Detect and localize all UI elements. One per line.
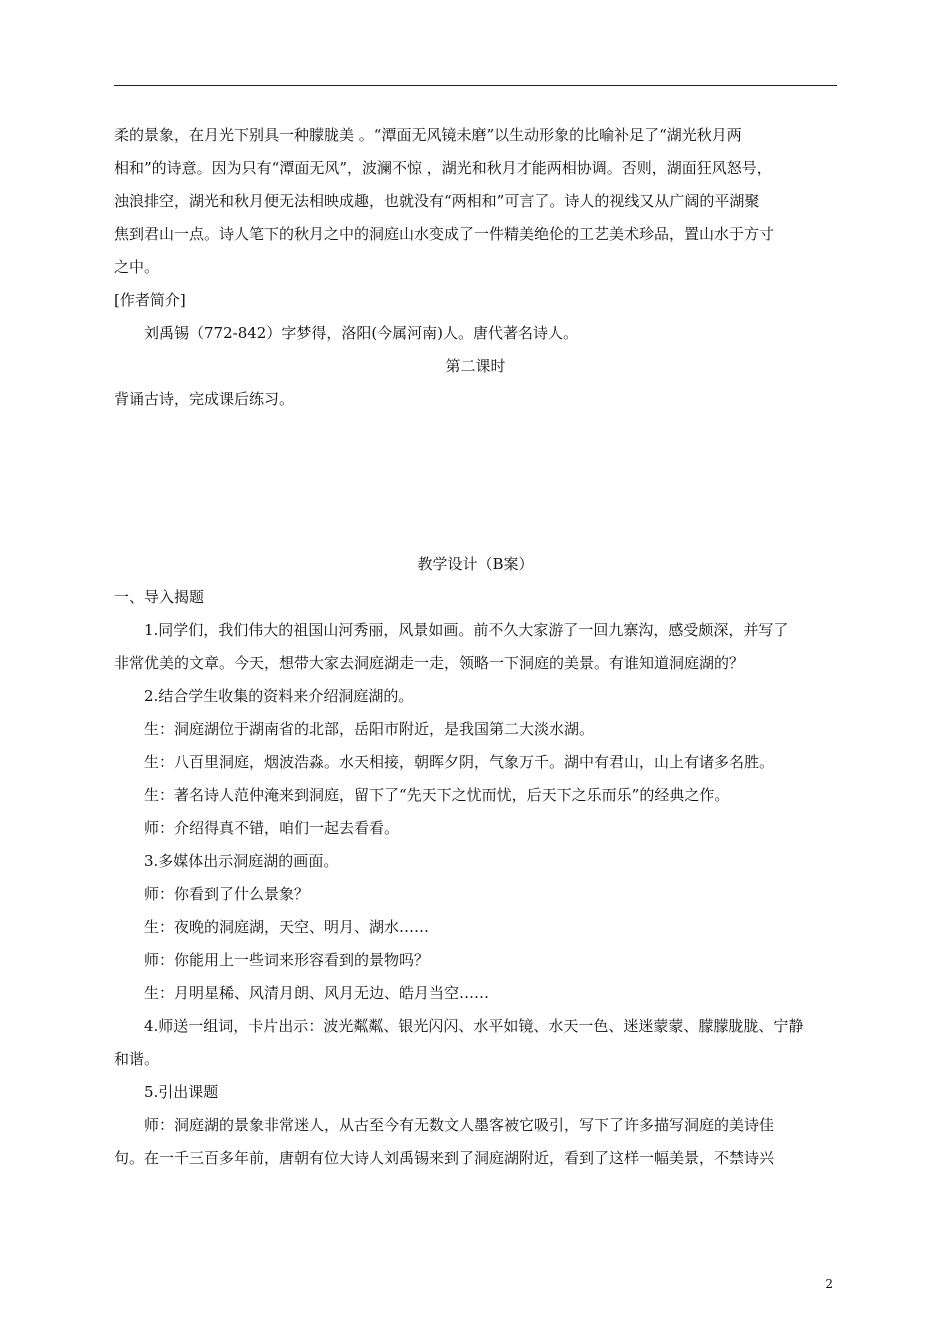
item-5: 5.引出课题 bbox=[144, 1083, 219, 1101]
dialogue-line: 生：月明星稀、风清月朗、风月无边、皓月当空…… bbox=[144, 984, 490, 1002]
paragraph-line: 柔的景象，在月光下别具一种朦胧美 。“潭面无风镜未磨”以生动形象的比喻补足了“湖光秋月两 bbox=[114, 126, 742, 144]
paragraph-line: 焦到君山一点。诗人笔下的秋月之中的洞庭山水变成了一件精美绝伦的工艺美术珍品，置山水于方寸 bbox=[114, 225, 775, 243]
item-5-text-line: 句。在一千三百多年前，唐朝有位大诗人刘禹锡来到了洞庭湖附近，看到了这样一幅美景，不禁诗兴 bbox=[114, 1149, 775, 1167]
dialogue-line: 师：你能用上一些词来形容看到的景物吗？ bbox=[144, 951, 430, 969]
lesson-title: 第二课时 bbox=[445, 357, 506, 375]
dialogue-line: 师：介绍得真不错，咱们一起去看看。 bbox=[144, 819, 400, 837]
plan-b-title: 教学设计（B案） bbox=[417, 555, 534, 573]
dialogue-line: 生：著名诗人范仲淹来到洞庭，留下了“先天下之忧而忧，后天下之乐而乐”的经典之作。 bbox=[144, 786, 730, 804]
item-3: 3.多媒体出示洞庭湖的画面。 bbox=[144, 852, 339, 870]
author-heading: [作者简介] bbox=[114, 291, 186, 309]
dialogue-line: 生：八百里洞庭，烟波浩淼。水天相接，朝晖夕阴，气象万千。湖中有君山，山上有诸多名胜。 bbox=[144, 753, 775, 771]
paragraph-line: 之中。 bbox=[114, 258, 160, 276]
item-2: 2.结合学生收集的资料来介绍洞庭湖的。 bbox=[144, 687, 414, 705]
item-1-line: 非常优美的文章。今天，想带大家去洞庭湖走一走，领略一下洞庭的美景。有谁知道洞庭湖的？ bbox=[114, 654, 745, 672]
item-4-line: 4.师送一组词，卡片出示：波光粼粼、银光闪闪、水平如镜、水天一色、迷迷蒙蒙、朦朦胧胧、宁静 bbox=[144, 1017, 804, 1035]
item-1-line: 1.同学们，我们伟大的祖国山河秀丽，风景如画。前不久大家游了一回九寨沟，感受颇深，并写了 bbox=[144, 621, 789, 639]
paragraph-line: 相和”的诗意。因为只有“潭面无风”，波澜不惊 ，湖光和秋月才能两相协调。否则，湖面狂风怒号， bbox=[114, 159, 772, 177]
page-number: 2 bbox=[825, 1277, 833, 1291]
dialogue-line: 生：洞庭湖位于湖南省的北部，岳阳市附近，是我国第二大淡水湖。 bbox=[144, 720, 595, 738]
lesson-text: 背诵古诗，完成课后练习。 bbox=[114, 390, 295, 408]
item-5-text-line: 师：洞庭湖的景象非常迷人，从古至今有无数文人墨客被它吸引，写下了许多描写洞庭的美诗佳 bbox=[144, 1116, 775, 1134]
dialogue-line: 师：你看到了什么景象？ bbox=[144, 885, 310, 903]
author-text: 刘禹锡（772-842）字梦得，洛阳(今属河南)人。唐代著名诗人。 bbox=[144, 324, 579, 342]
section-heading: 一、导入揭题 bbox=[114, 588, 205, 606]
dialogue-line: 生：夜晚的洞庭湖，天空、明月、湖水…… bbox=[144, 918, 430, 936]
item-4-line: 和谐。 bbox=[114, 1050, 160, 1068]
paragraph-line: 浊浪排空，湖光和秋月便无法相映成趣，也就没有“两相和”可言了。诗人的视线又从广阔的平湖聚 bbox=[114, 192, 760, 210]
header-rule bbox=[114, 85, 837, 86]
